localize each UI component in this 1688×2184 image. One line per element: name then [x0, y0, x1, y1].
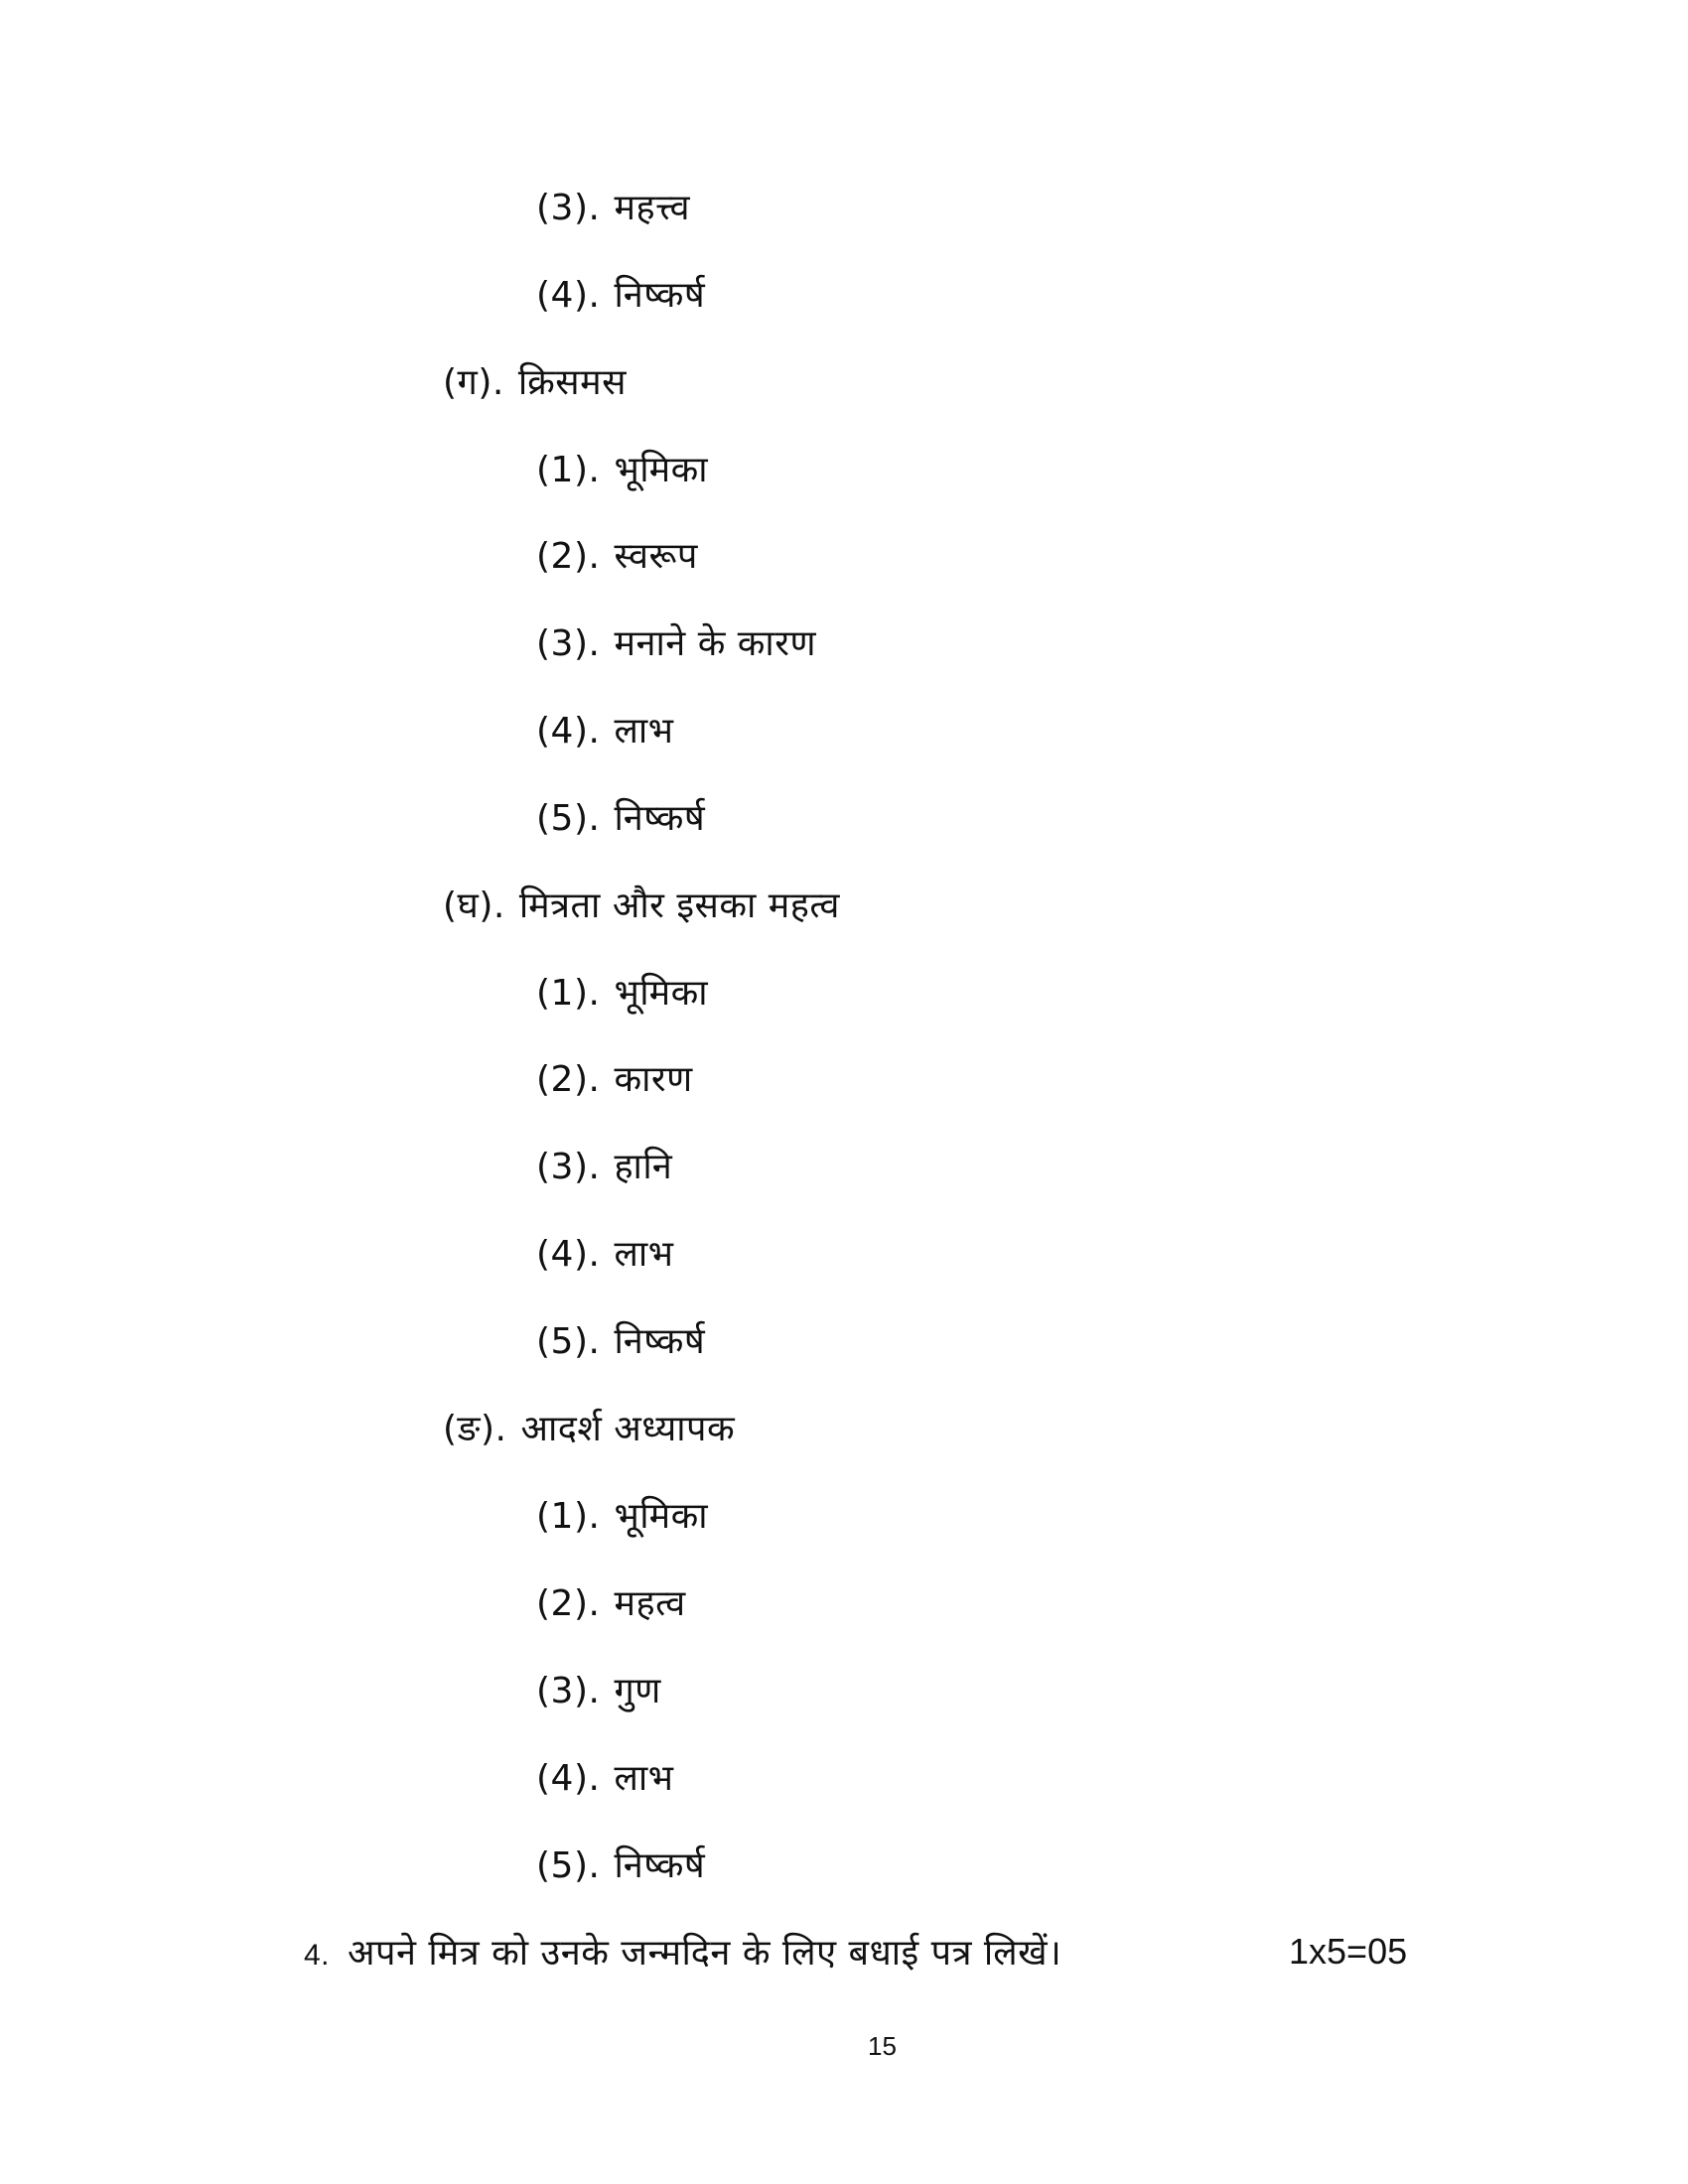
outline-item [536, 1146, 672, 1189]
outline-heading-number: (ङ). [443, 1409, 507, 1449]
outline-heading-number: (ग). [443, 362, 504, 403]
outline-item [536, 1233, 673, 1277]
question-text: अपने मित्र को उनके जन्मदिन के लिए बधाई पत्र लिखें। [348, 1933, 1062, 1974]
outline-item [536, 972, 708, 1016]
outline-item-number: (3). [536, 1147, 601, 1187]
outline-item-text: लाभ [614, 711, 674, 751]
outline-item-number: (4). [536, 275, 601, 316]
outline-item-text: स्वरूप [614, 536, 698, 577]
outline-heading-text: आदर्श अध्यापक [520, 1409, 736, 1449]
outline-item-text: लाभ [614, 1234, 674, 1275]
question-marks: 1x5=05 [1289, 1931, 1408, 1972]
outline-heading [443, 361, 627, 405]
outline-item-number: (4). [536, 1234, 601, 1275]
outline-item-number: (5). [536, 1321, 601, 1362]
outline-item-number: (3). [536, 1671, 601, 1711]
page-number: 15 [868, 2031, 897, 2061]
outline-item-number: (2). [536, 1583, 601, 1624]
outline-item-text: भूमिका [614, 450, 709, 490]
outline-item-text: महत्त्व [614, 188, 690, 228]
outline-item [536, 1582, 686, 1626]
outline-item [536, 274, 705, 318]
outline-item [536, 1670, 661, 1713]
outline-item [536, 1320, 705, 1364]
outline-item [536, 187, 690, 230]
outline-item-text: लाभ [614, 1758, 674, 1799]
outline-item [536, 1495, 708, 1539]
outline-heading [443, 885, 840, 928]
outline-heading-number: (घ). [443, 886, 505, 926]
outline-item-text: महत्व [614, 1583, 686, 1624]
outline-item [536, 1757, 673, 1801]
outline-item-text: निष्कर्ष [614, 1845, 706, 1886]
outline-item-number: (2). [536, 536, 601, 577]
question-4 [304, 1932, 1061, 1978]
outline-item-text: भूमिका [614, 1496, 709, 1537]
outline-item-number: (2). [536, 1059, 601, 1100]
outline-item-number: (5). [536, 1845, 601, 1886]
outline-item-number: (1). [536, 1496, 601, 1537]
outline-item-text: गुण [614, 1671, 661, 1711]
outline-item-text: निष्कर्ष [614, 798, 706, 839]
question-number: 4. [304, 1939, 331, 1972]
outline-item [536, 1844, 705, 1888]
outline-item [536, 797, 705, 841]
outline-item-number: (1). [536, 973, 601, 1014]
outline-heading [443, 1408, 735, 1451]
outline-item-text: मनाने के कारण [614, 623, 817, 664]
outline-item-text: निष्कर्ष [614, 275, 706, 316]
outline-item-number: (5). [536, 798, 601, 839]
outline-item-text: हानि [614, 1147, 673, 1187]
outline-heading-text: क्रिसमस [517, 362, 627, 403]
outline-item [536, 622, 816, 666]
outline-heading-text: मित्रता और इसका महत्व [518, 886, 840, 926]
outline-item-number: (4). [536, 711, 601, 751]
outline-item-number: (1). [536, 450, 601, 490]
outline-item-number: (3). [536, 188, 601, 228]
outline-item-number: (3). [536, 623, 601, 664]
outline-item-text: कारण [614, 1059, 693, 1100]
outline-item-text: भूमिका [614, 973, 709, 1014]
outline-item [536, 1058, 693, 1102]
outline-item [536, 449, 708, 492]
outline-item-text: निष्कर्ष [614, 1321, 706, 1362]
outline-item [536, 710, 673, 753]
outline-item-number: (4). [536, 1758, 601, 1799]
outline-item [536, 535, 698, 579]
